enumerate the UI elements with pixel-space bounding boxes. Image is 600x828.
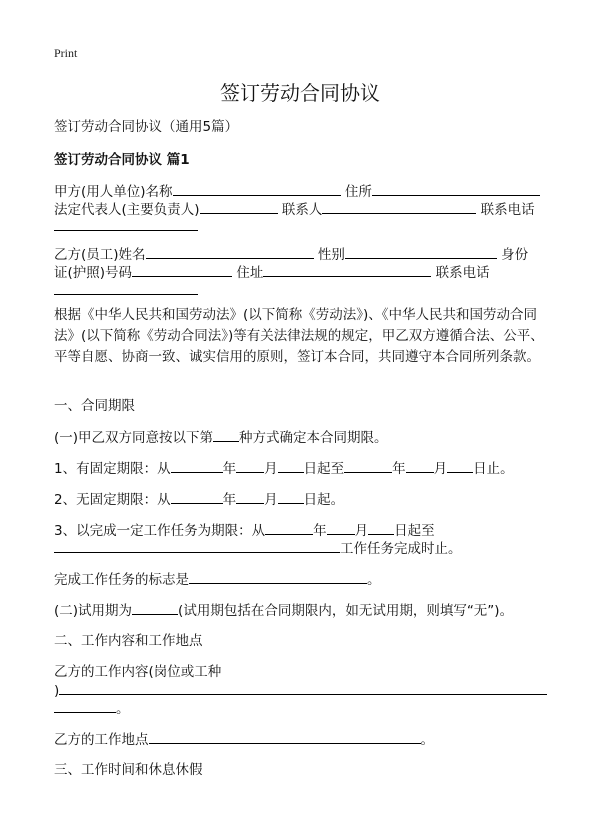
fixed-end-year-blank[interactable] (344, 459, 392, 473)
party-a-line-3 (54, 217, 198, 236)
preamble: 根据《中华人民共和国劳动法》(以下简称《劳动法》)、《中华人民共和国劳动合同法》(以下简称《劳动合同法》)等有关法律法规的规定，甲乙双方遵循合法、公平、平等自愿、协商一致、诚实信用的原则，签订本合同，共同遵守本合同所列条款。 (54, 307, 544, 365)
task-done-label: 工作任务完成时止。 (340, 541, 462, 557)
task-term-label: 3、以完成一定工作任务为期限：从 (54, 523, 266, 539)
month-label: 月 (264, 461, 278, 477)
probation-blank[interactable] (132, 601, 178, 615)
party-a-rep-label: 法定代表人(主要负责人) (54, 202, 200, 218)
task-description-blank[interactable] (54, 539, 340, 553)
party-b-phone-blank[interactable] (54, 281, 198, 295)
party-b-address-blank[interactable] (263, 263, 431, 277)
doc-subtitle: 签订劳动合同协议（通用5篇） (54, 119, 239, 135)
year-label: 年 (313, 523, 327, 539)
open-start-month-blank[interactable] (236, 490, 264, 504)
party-a-phone-label: 联系电话 (480, 202, 535, 218)
probation-note: (试用期包括在合同期限内，如无试用期，则填写“无”)。 (178, 603, 514, 619)
close-paren: ) (54, 683, 60, 699)
period: 。 (116, 701, 130, 717)
work-place-line (54, 730, 434, 749)
party-b-name-label: 乙方(员工)姓名 (54, 247, 146, 263)
day-from-label: 日起至 (394, 523, 435, 539)
party-a-phone-blank[interactable] (54, 217, 198, 231)
task-start-year-blank[interactable] (265, 521, 313, 535)
fixed-start-month-blank[interactable] (236, 459, 264, 473)
party-b-address-label: 住址 (236, 265, 264, 281)
section-2-heading: 二、工作内容和工作地点 (54, 633, 203, 649)
party-b-id-label-cont: 证(护照)号码 (54, 265, 133, 281)
party-b-line-2 (54, 263, 490, 282)
work-content-blank[interactable] (59, 681, 547, 695)
term-type-blank[interactable] (213, 428, 239, 442)
year-label: 年 (222, 461, 237, 477)
work-content-label: 乙方的工作内容(岗位或工种 (54, 664, 222, 680)
print-label: Print (54, 46, 78, 60)
party-b-gender-label: 性别 (317, 247, 345, 263)
fixed-start-day-blank[interactable] (278, 459, 304, 473)
work-content-line-3 (54, 699, 130, 718)
party-a-rep-blank[interactable] (200, 200, 278, 214)
party-a-contact-blank[interactable] (322, 200, 476, 214)
period: 。 (420, 732, 434, 748)
work-place-label: 乙方的工作地点 (54, 732, 149, 748)
work-content-line (54, 663, 221, 681)
term-type-line (54, 428, 388, 447)
party-a-name-blank[interactable] (173, 182, 341, 196)
party-a-contact-label: 联系人 (281, 202, 323, 218)
section-1-heading: 一、合同期限 (54, 398, 135, 414)
day-start-label: 日起。 (303, 492, 345, 508)
open-term-line (54, 490, 344, 509)
term-type-text-a: (一)甲乙双方同意按以下第 (54, 430, 214, 446)
party-a-address-blank[interactable] (372, 182, 540, 196)
probation-label: (二)试用期为 (54, 603, 133, 619)
fixed-end-month-blank[interactable] (406, 459, 434, 473)
party-a-line-1 (54, 182, 540, 201)
task-start-day-blank[interactable] (368, 521, 394, 535)
task-mark-blank[interactable] (189, 570, 367, 584)
probation-line (54, 601, 513, 620)
section-title: 签订劳动合同协议 篇1 (54, 152, 190, 168)
term-type-text-b: 种方式确定本合同期限。 (239, 430, 388, 446)
task-mark-line (54, 570, 381, 589)
party-b-gender-blank[interactable] (345, 245, 497, 259)
year-label: 年 (392, 461, 406, 477)
party-b-line-3 (54, 281, 198, 300)
open-term-label: 2、无固定期限：从 (54, 492, 171, 508)
task-mark-label: 完成工作任务的标志是 (54, 572, 189, 588)
task-term-line-2 (54, 539, 462, 558)
task-start-month-blank[interactable] (327, 521, 355, 535)
open-start-year-blank[interactable] (171, 490, 223, 504)
party-a-name-label: 甲方(用人单位)名称 (54, 184, 173, 200)
month-label: 月 (433, 461, 448, 477)
fixed-term-line (54, 459, 514, 478)
day-end-label: 日止。 (473, 461, 514, 477)
party-b-line-1 (54, 245, 528, 264)
page-title: 签订劳动合同协议 (220, 81, 380, 105)
fixed-end-day-blank[interactable] (447, 459, 473, 473)
party-a-address-label: 住所 (344, 184, 372, 200)
work-place-blank[interactable] (149, 730, 421, 744)
party-b-name-blank[interactable] (146, 245, 314, 259)
fixed-term-label: 1、有固定期限：从 (54, 461, 171, 477)
party-b-id-label: 身份 (501, 247, 529, 263)
month-label: 月 (354, 523, 369, 539)
task-term-line (54, 521, 435, 540)
month-label: 月 (264, 492, 278, 508)
party-b-phone-label: 联系电话 (435, 265, 490, 281)
section-3-heading: 三、工作时间和休息休假 (54, 762, 203, 778)
open-start-day-blank[interactable] (278, 490, 304, 504)
party-b-id-blank[interactable] (132, 263, 232, 277)
fixed-start-year-blank[interactable] (171, 459, 223, 473)
day-from-label: 日起至 (303, 461, 345, 477)
period: 。 (367, 572, 381, 588)
year-label: 年 (222, 492, 237, 508)
work-content-line-2 (54, 681, 547, 700)
work-content-blank-cont[interactable] (54, 699, 116, 713)
